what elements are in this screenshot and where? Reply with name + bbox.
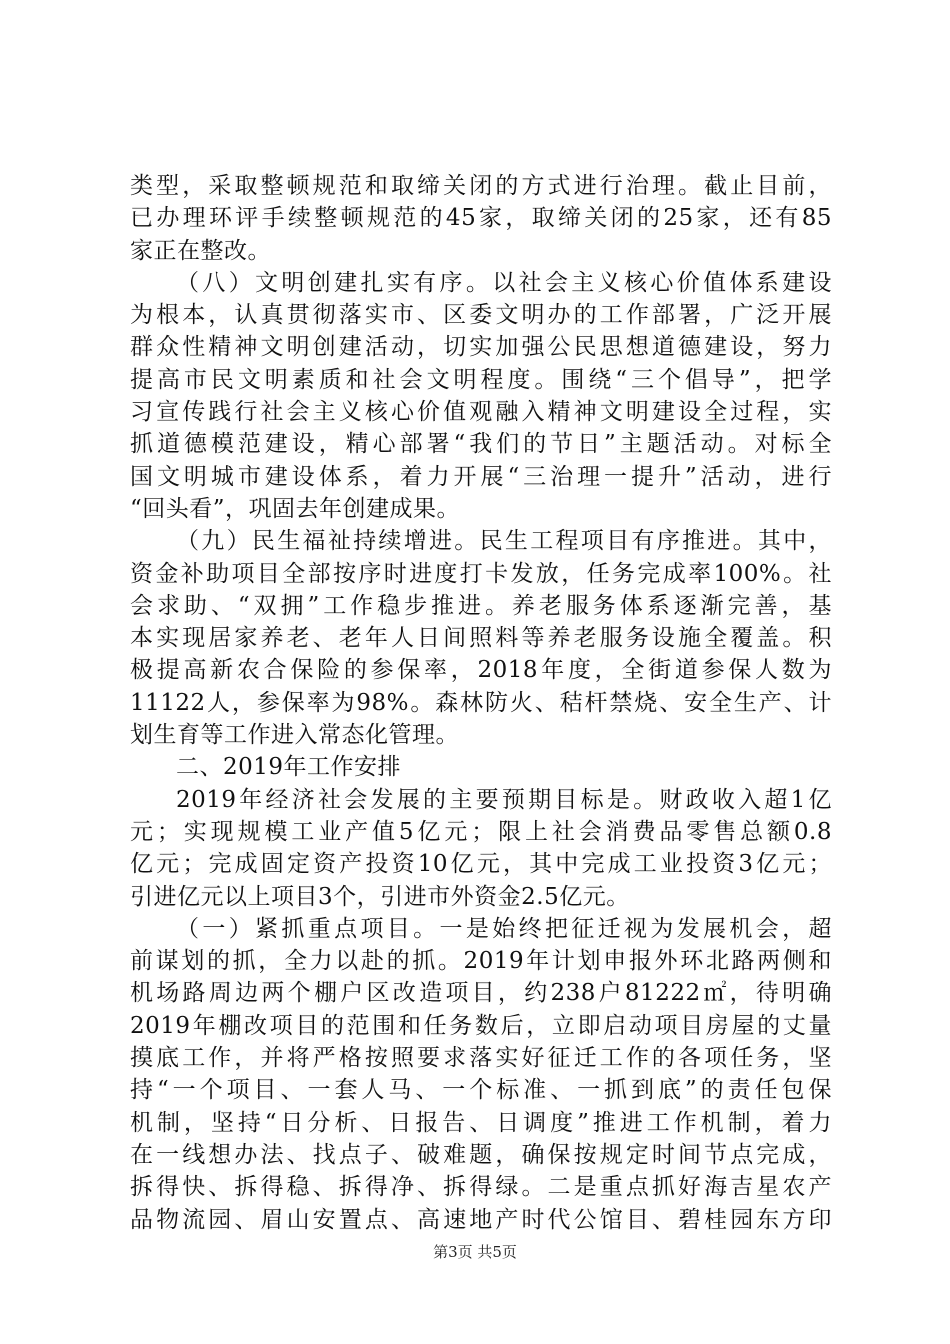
text-line: 引进亿元以上项目3个，引进市外资金2.5亿元。	[130, 883, 630, 910]
page-footer: 第3页 共5页	[433, 1243, 517, 1261]
text-line: 习宣传践行社会主义核心价值观融入精神文明建设全过程，实	[130, 399, 832, 426]
text-line: 在一线想办法、找点子、破难题，确保按规定时间节点完成，	[130, 1141, 832, 1168]
text-line: 群众性精神文明创建活动，切实加强公民思想道德建设，努力	[130, 334, 832, 361]
text-line: 提高市民文明素质和社会文明程度。围绕“三个倡导”，把学	[130, 366, 832, 393]
text-line: 抓道德模范建设，精心部署“我们的节日”主题活动。对标全	[130, 431, 832, 458]
text-line: 会求助、“双拥”工作稳步推进。养老服务体系逐渐完善，基	[130, 592, 832, 619]
text-line: 机场路周边两个棚户区改造项目，约238户81222㎡，待明确	[130, 980, 832, 1007]
text-line: “回头看”，巩固去年创建成果。	[130, 495, 461, 522]
text-line: 为根本，认真贯彻落实市、区委文明办的工作部署，广泛开展	[130, 302, 832, 329]
text-line: 2019年棚改项目的范围和任务数后，立即启动项目房屋的丈量	[130, 1012, 832, 1039]
text-line: 2019年经济社会发展的主要预期目标是。财政收入超1亿	[176, 786, 832, 813]
document-body	[130, 170, 832, 1236]
text-line: 机制，坚持“日分析、日报告、日调度”推进工作机制，着力	[130, 1109, 832, 1136]
text-line: 已办理环评手续整顿规范的45家，取缔关闭的25家，还有85	[130, 205, 832, 232]
text-line: 资金补助项目全部按序时进度打卡发放，任务完成率100%。社	[130, 560, 832, 587]
text-line: 家正在整改。	[130, 237, 271, 264]
text-line: 品物流园、眉山安置点、高速地产时代公馆目、碧桂园东方印	[130, 1206, 832, 1233]
text-line: （九）民生福祉持续增进。民生工程项目有序推进。其中，	[176, 528, 832, 555]
text-line: 摸底工作，并将严格按照要求落实好征迁工作的各项任务，坚	[130, 1045, 832, 1072]
text-line: 划生育等工作进入常态化管理。	[130, 722, 459, 749]
text-line: 类型，采取整顿规范和取缔关闭的方式进行治理。截止目前，	[130, 173, 832, 199]
text-line: 国文明城市建设体系，着力开展“三治理一提升”活动，进行	[130, 463, 832, 490]
text-line: 极提高新农合保险的参保率，2018年度，全街道参保人数为	[130, 657, 832, 684]
text-line: （八）文明创建扎实有序。以社会主义核心价值体系建设	[176, 269, 832, 296]
text-line: 11122人，参保率为98%。森林防火、秸杆禁烧、安全生产、计	[130, 689, 832, 716]
text-line: （一）紧抓重点项目。一是始终把征迁视为发展机会，超	[176, 915, 832, 942]
text-line: 亿元；完成固定资产投资10亿元，其中完成工业投资3亿元；	[130, 851, 832, 878]
text-line: 拆得快、拆得稳、拆得净、拆得绿。二是重点抓好海吉星农产	[130, 1174, 832, 1201]
text-line: 前谋划的抓，全力以赴的抓。2019年计划申报外环北路两侧和	[130, 948, 832, 975]
text-line: 本实现居家养老、老年人日间照料等养老服务设施全覆盖。积	[130, 625, 832, 652]
text-line: 持“一个项目、一套人马、一个标准、一抓到底”的责任包保	[130, 1077, 832, 1104]
text-line: 元；实现规模工业产值5亿元；限上社会消费品零售总额0.8	[130, 818, 832, 845]
text-line: 二、2019年工作安排	[176, 754, 402, 781]
